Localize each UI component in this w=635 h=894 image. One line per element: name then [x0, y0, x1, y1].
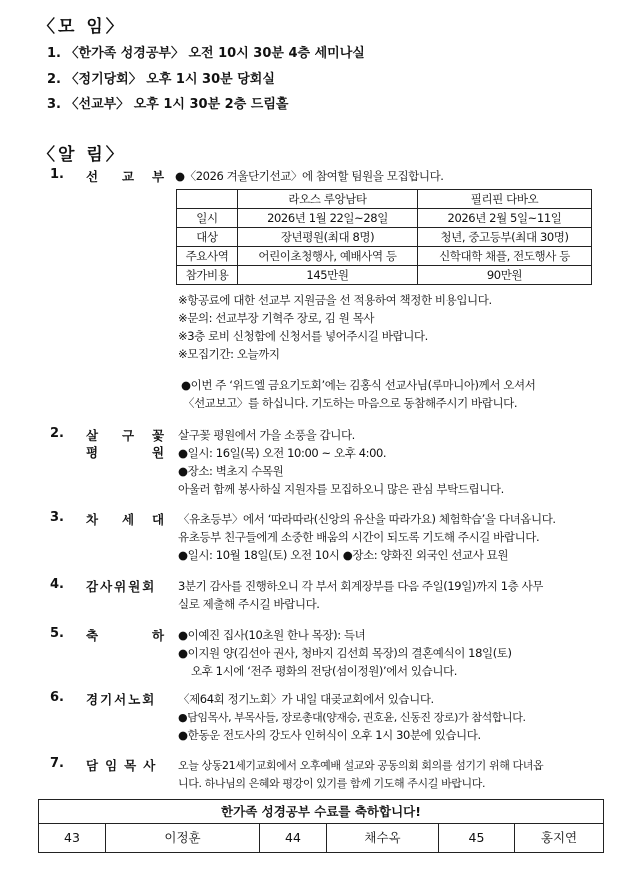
completion-number: 44: [260, 824, 327, 852]
mission-table: [176, 189, 592, 285]
notice-number: 7.: [50, 756, 64, 771]
congrats-line: 오후 1시에 ‘전주 평화의 전당(섬이정원)’에서 있습니다.: [191, 664, 458, 678]
pastor-line: 오늘 상동21세기교회에서 오후예배 설교와 공동의회 회의를 섬기기 위해 다녀옵: [178, 759, 544, 772]
notices-header: 〈알 림〉: [38, 145, 126, 165]
notice-label-char: 구: [122, 428, 135, 443]
presbytery-line: ●담임목사, 부목사들, 장로총대(양재승, 권호윤, 신동진 장로)가 참석합니다.: [178, 711, 526, 724]
notice-label: 담임목사: [86, 758, 163, 773]
mission-extra: ●이번 주 ‘위드엘 금요기도회’에는 김홍식 선교사님(루마니아)께서 오셔서: [181, 378, 536, 392]
presbytery-line: 〈제64회 정기노회〉가 내일 대곶교회에서 있습니다.: [178, 692, 434, 706]
table-cell: 신학대학 채플, 전도행사 등: [418, 247, 592, 266]
notice-number: 2.: [50, 426, 64, 441]
flower-line: 살구꽃 평원에서 가을 소풍을 갑니다.: [178, 428, 355, 442]
table-cell: 대상: [177, 228, 238, 247]
table-row: [177, 247, 592, 266]
notice-number: 6.: [50, 690, 64, 705]
completion-title: 한가족 성경공부 수료를 축하합니다!: [39, 800, 603, 824]
nextgen-line: ●일시: 10월 18일(토) 오전 10시 ●장소: 양화진 외국인 선교사 묘원: [178, 548, 509, 562]
table-cell: 90만원: [418, 266, 592, 285]
table-cell: 145만원: [238, 266, 418, 285]
notice-label-char: 살: [86, 428, 99, 443]
nextgen-line: 〈유초등부〉에서 ‘따라따라(신앙의 유산을 따라가요) 체험학습’을 다녀옵니다.: [178, 512, 556, 526]
notice-label-char: 평: [86, 445, 99, 460]
notice-label-char: 차: [86, 512, 99, 527]
table-cell: [177, 190, 238, 209]
notice-label-char: 선: [86, 169, 99, 184]
completion-name: 채수옥: [327, 824, 439, 852]
mission-note: ※모집기간: 오늘까지: [178, 347, 280, 361]
table-row: [177, 228, 592, 247]
notice-label-char: 대: [152, 512, 165, 527]
flower-line: 아울러 함께 봉사하실 지원자를 모집하오니 많은 관심 부탁드립니다.: [178, 482, 504, 496]
table-header-laos: 라오스 루앙남타: [238, 190, 418, 209]
notice-label: 감사위원회: [86, 579, 157, 594]
notice-number: 5.: [50, 626, 64, 641]
table-row: [177, 209, 592, 228]
notice-label-char: 꽃: [152, 428, 165, 443]
flower-line: ●일시: 16일(목) 오전 10:00 ~ 오후 4:00.: [178, 446, 387, 460]
mission-note: ※문의: 선교부장 기혁주 장로, 김 원 목사: [178, 311, 375, 325]
audit-line: 실로 제출해 주시길 바랍니다.: [178, 597, 320, 611]
notice-label: 경기서노회: [86, 692, 157, 707]
pastor-line: 니다. 하나님의 은혜와 평강이 있기를 함께 기도해 주시길 바랍니다.: [178, 777, 486, 790]
meeting-item: 2. 〈정기당회〉 오후 1시 30분 당회실: [47, 72, 275, 87]
completion-name: 이정훈: [106, 824, 260, 852]
completion-number: 43: [39, 824, 106, 852]
table-cell: 주요사역: [177, 247, 238, 266]
table-cell: 장년평원(최대 8명): [238, 228, 418, 247]
notice-label-char: 하: [152, 628, 165, 643]
completion-box: [38, 799, 604, 853]
table-row: [177, 190, 592, 209]
notice-label-char: 교: [122, 169, 135, 184]
notice-label-char: 원: [152, 445, 165, 460]
notice-number: 3.: [50, 510, 64, 525]
table-cell: 2026년 2월 5일~11일: [418, 209, 592, 228]
meeting-item: 3. 〈선교부〉 오후 1시 30분 2층 드림홀: [47, 97, 289, 112]
table-cell: 참가비용: [177, 266, 238, 285]
flower-line: ●장소: 벽초지 수목원: [178, 464, 284, 478]
completion-number: 45: [439, 824, 515, 852]
notice-label-char: 축: [86, 628, 99, 643]
table-cell: 청년, 중고등부(최대 30명): [418, 228, 592, 247]
mission-note: ※3층 로비 신청함에 신청서를 넣어주시길 바랍니다.: [178, 329, 428, 343]
table-cell: 일시: [177, 209, 238, 228]
mission-extra: 〈선교보고〉를 하십니다. 기도하는 마음으로 동참해주시기 바랍니다.: [183, 396, 518, 410]
meeting-item: 1. 〈한가족 성경공부〉 오전 10시 30분 4층 세미나실: [47, 46, 365, 61]
presbytery-line: ●한동운 전도사의 강도사 인허식이 오후 1시 30분에 있습니다.: [178, 728, 481, 742]
audit-line: 3분기 감사를 진행하오니 각 부서 회계장부를 다음 주일(19일)까지 1층 사무: [178, 579, 543, 593]
notice-number: 1.: [50, 167, 64, 182]
table-header-philippines: 필리핀 다바오: [418, 190, 592, 209]
congrats-line: ●이예진 집사(10초원 한나 목장): 득녀: [178, 628, 366, 642]
notice-label-char: 부: [152, 169, 165, 184]
meetings-header: 〈모 임〉: [38, 17, 126, 37]
mission-note: ※항공료에 대한 선교부 지원금을 선 적용하여 책정한 비용입니다.: [178, 293, 492, 307]
table-cell: 2026년 1월 22일~28일: [238, 209, 418, 228]
completion-name: 홍지연: [540, 830, 578, 845]
nextgen-line: 유초등부 친구들에게 소중한 배움의 시간이 되도록 기도해 주시길 바랍니다.: [178, 530, 540, 544]
notice-number: 4.: [50, 577, 64, 592]
congrats-line: ●이지원 양(김선아 권사, 청바지 김선희 목장)의 결혼예식이 18일(토): [178, 646, 512, 660]
table-cell: 어린이초청행사, 예배사역 등: [238, 247, 418, 266]
notice-label-char: 세: [122, 512, 135, 527]
mission-intro: ●〈2026 겨울단기선교〉에 참여할 팀원을 모집합니다.: [175, 169, 444, 183]
table-row: [177, 266, 592, 285]
